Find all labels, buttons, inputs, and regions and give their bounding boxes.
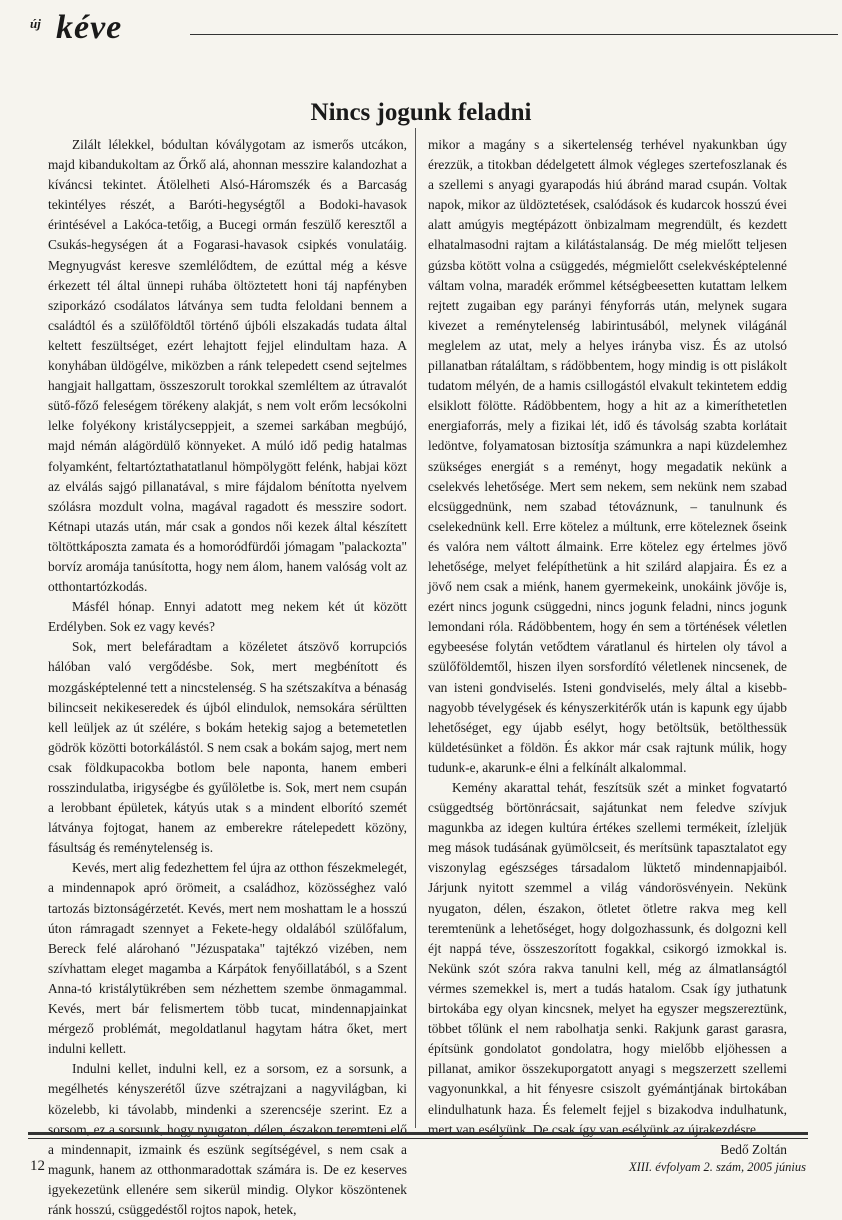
author-signature: Bedő Zoltán [720,1141,787,1157]
column-divider [415,128,416,1128]
logo-prefix: új [30,16,41,31]
magazine-logo: kéve [56,9,123,46]
paragraph: mikor a magány s a sikertelenség terhével nyakunkban úgy érezzük, a titokban dédelgetett álmok végleges szertefoszlanak és a szellemi s anyagi gyarapodás hiú ábránd marad csupán. Voltak napok, mikor az üldöztetések, csalódások és kudarcok hosszú évei alatt amúgyis megtépázott önbizalmam megrendült, és kezdett elhatalmasodni rajtam a kilátástalanság. De még mielőtt teljesen gúzsba kötött volna a csüggedés, mégmielőtt cselekvésképtelenné váltam volna, maradék erőmmel kétségbeesetten kutattam lelkem rejtett zugaiban egy parányi fényforrás után, melynek sugara kivezet a reménytelenség labirintusából, melynek világánál meglelem az utat, mely a helyes irányba visz. És az utolsó pillanatban rátaláltam, s rádöbbentem, hogy mindig is ott pislákolt tudatom mélyén, de a hamis csillogástól elvakult tekintetem eddig elsiklott fölötte. Rádöbbentem, hogy a hit az a kimeríthetetlen energiaforrás, mely a fizikai lét, idő és távolság szabta korlátait ledöntve, folyamatosan biztosítja számunkra a napi küzdelemhez szükséges energiát s a reményt, hogy megadatik nekünk a cselekvés lehetősége. Mert sem nekem, sem nekünk nem szabad elcsüggednünk, nem szabad tétováznunk, – tanulnunk és cselekednünk kell. Erre kötelez a múltunk, erre köteleznek őseink és valóra nem váltott álmaink. Erre kötelez egy értelmes jövő lehetősége, melyet felépíthetünk a hit szilárd alapjaira. És ez a jövő nem csak a miénk, hanem gyermekeink, unokáink jövője is, ezért nincs jogunk csüggedni, nincs jogunk feladni, nincs jogunk lemondani róla. Rádöbbentem, hogy én sem a történések véletlen egybeesése folytán vetődtem váratlanul és hirtelen oly távol a szülőföldemtől, hiszen ilyen sorsfordító véletlenek nincsenek, de van isteni gondviselés. Isteni gondviselés, mely által a kisebb-nagyobb tévelygések és kényszerkitérők után is kapunk egy újabb lehetőséget, egy újabb esélyt, hogy betöltsük, betölthessük küldetésünket a földön. És akkor már csak rajtunk múlik, hogy tudunk-e, akarunk-e élni a felkínált alkalommal. [428,137,787,775]
paragraph: Másfél hónap. Ennyi adatott meg nekem két út között Erdélyben. Sok ez vagy kevés? [48,599,407,635]
article-title: Nincs jogunk feladni [310,98,532,126]
page-number: 12 [30,1158,45,1174]
paragraph: Zilált lélekkel, bódultan kóválygotam az ismerős utcákon, majd kibandukoltam az Őrkő alá, ahonnan messzire kalandozhat a kíváncsi tekintet. Átölelheti Alsó-Háromszék és a Barcaság tekintélyes részét, a Baróti-hegységtől a Bodoki-havasok érintésével a Lakóca-tetőig, a Bucegi ormán feszülő keresztől a Csukás-hegységen át a Fogarasi-havasok csipkés vonulatáig. Megnyugvást keresve szemlélődtem, de ezúttal még a késve érkezett tél által ünnepi ruhába öltöztetett honi táj napfényben sziporkázó csodálatos látványa sem tudta feloldani bennem a családtól és a szülőföldtől történő újbóli elszakadás tudata által keltett feszültséget, ezért lehajtott fejjel elindultam haza. A konyhában üldögélve, miközben a ránk telepedett csend sejtelmes hangjait hallgattam, összeszorult torokkal szemléltem az útravalót sütő-főző feleségem törékeny alakját, s nem volt erőm lecsókolni lelke folyékony kristálycseppjeit, a szemei sarkában megbújó, majd némán alágördülő könnyeket. A múló idő pedig hatalmas folyamként, feltartóztathatatlanul hömpölygött felénk, habjai közt az elválás sajgó pillanatával, s mire fájdalom bénította nyelvem szólásra mozdult volna, magával ragadott és messzire sodort. Kétnapi utazás után, már csak a gondos női kezek által készített töltöttkáposzta zamata és a homoródfürdői jómagam "palackozta" borvíz aromája tanúsította, hogy nem álom, hanem valóság volt az otthontartózkodás. [48,137,407,595]
masthead [30,10,810,50]
paragraph: Sok, mert belefáradtam a közéletet átszövő korrupciós hálóban való vergődésbe. Sok, mert megbénított és mozgásképtelenné tett a nincstelenség. S ha szétszakítva a bénaság bilincseit nekikeseredek és újból elindulok, nemsokára sérültten kell leüljek az út szélére, s bokám hetekig sajog a betemetetlen gödrök közötti botorkálástól. S nem csak a bokám sajog, mert nem csak földkupacokba botlom bele naponta, hanem emberi rosszindulatba, irigységbe és gyűlöletbe is. Sok, mert nem csupán a lerobbant épületek, kátyús utak s a mindent elborító szemét látványa fojtogat, hanem az emberekre rátelepedett közöny, fásultság és reménytelenség is. [48,639,407,856]
footer-rule [28,1132,808,1135]
paragraph: Kemény akarattal tehát, feszítsük szét a minket fogvatartó csüggedtség börtönrácsait, sajátunkat nem feledve szívjuk magunkba az idegen kultúra értékes szellemi termékeit, ízleljük meg mások tudásának gyümölcseit, és merítsünk tapasztalatot egy viszonylag egészséges társadalom lüktető mindennapjaiból. Járjunk nyitott szemmel a világ vándorösvényein. Nekünk nyugaton, délen, északon, ötletet ötletre rakva meg kell teremtenünk a lehetőséget, hogy dolgozhassunk, és dolgozni kell éjt nappá téve, összeszorított fogakkal, csikorgó izmokkal is. Nekünk szót szóra rakva tanulni kell, még az álmatlanságtól vérmes szemekkel is, mert a tudás hatalom. Csak így juthatunk birtokába egy olyan kincsnek, melyet ha egyszer megszereztünk, többet tőlünk el nem rabolhatja senki. Rakjunk garast garasra, építsünk gondolatot gondolatra, hogy mielőbb eljöhessen a pillanat, amikor összekuporgatott anyagi s megszerzett szellemi vagyonunkkal, a hit fényesre csiszolt gyémántjának birtokában elindulhatunk haza. És felemelt fejjel s bizakodva indulhatunk, mert van esélyünk. De csak így van esélyünk az újrakezdésre. [428,780,787,1137]
left-column [48,135,407,1220]
issue-info: XIII. évfolyam 2. szám, 2005 június [628,1160,806,1174]
footer-rule [28,1138,808,1139]
paragraph: Indulni kellet, indulni kell, ez a sorsom, ez a sorsunk, a megélhetés kényszerétől űzve szétrajzani a nagyvilágban, ki közelebb, ki távolabb, mindenki a szerencséje szerint. Ez a sorsom, ez a sorsunk, hogy nyugaton, délen, északon teremteni elő a mindennapit, izmaink és eszünk segítségével, s nem csak a magunk, hanem az otthonmaradottak számára is. De ez keserves igyekezetünk ellenére sem sikerül mindig. Olykor köszöntenek ránk hosszú, csüggedéstől rojtos napok, hetek, [48,1061,407,1217]
right-column [428,135,787,1160]
paragraph: Kevés, mert alig fedezhettem fel újra az otthon fészekmelegét, a mindennapok apró örömeit, a családhoz, közösséghez való tartozás biztonságérzetét. Kevés, mert nem moshattam le a hosszú úton rámragadt szennyet a Fekete-hegy oldalából szülőfalum, Bereck felé alárohanó "Jézuspataka" tajtékzó vizében, nem szívhattam eleget magamba a Kárpátok fenyőillatából, s a Szent Anna-tó kristálytükrében sem nézhettem szembe önmagammal. Kevés, mert bár felismertem több tucat, mindennapjainkat mérgező problémát, megoldatlanul hagytam hátra őket, mert indulni kellett. [48,860,407,1057]
header-rule [190,34,838,35]
